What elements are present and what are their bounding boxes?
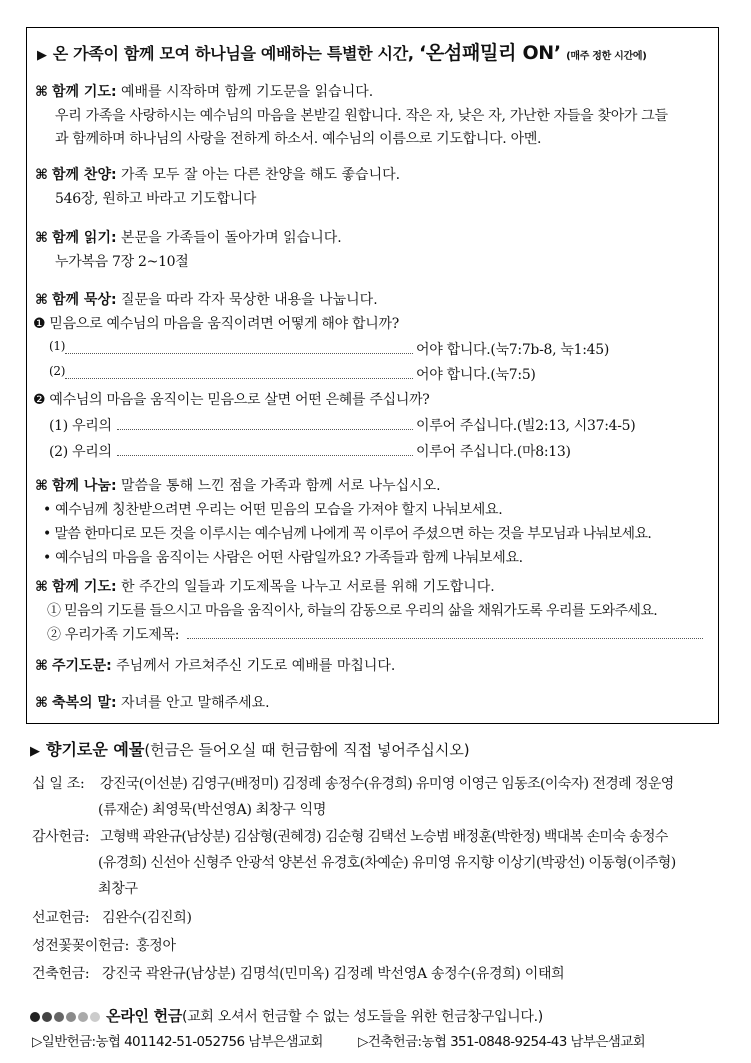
reading-title: 함께 읽기: (52, 230, 117, 246)
arrow-right-icon: ▶ (37, 48, 47, 63)
prayer-request-blank[interactable] (187, 638, 703, 639)
blessing-desc: 자녀를 안고 말해주세요. (121, 695, 270, 711)
q1-answer1-number: (1) (49, 339, 66, 353)
praise-heading (35, 164, 400, 184)
section-icon: ⌘ (35, 167, 48, 183)
section-icon: ⌘ (35, 579, 48, 595)
section-icon: ⌘ (35, 230, 48, 246)
section-icon: ⌘ (35, 292, 48, 308)
q1-answer1-tail: 어야 합니다.(눅7:7b-8, 눅1:45) (416, 342, 610, 358)
prayer1-heading (35, 81, 373, 101)
prayer1-desc: 예배를 시작하며 함께 기도문을 읽습니다. (121, 84, 374, 100)
offering-heading (30, 737, 470, 760)
sharing-desc: 말씀을 통해 느낀 점을 가족과 함께 서로 나누십시오. (121, 478, 441, 494)
prayer2-heading (35, 576, 495, 596)
online-note: (교회 오셔서 헌금할 수 없는 성도들을 위한 헌금창구입니다.) (182, 1009, 543, 1025)
sharing-heading (35, 475, 441, 495)
dots-decoration-icon (30, 1009, 102, 1025)
section-icon: ⌘ (35, 658, 48, 674)
section-icon: ⌘ (35, 84, 48, 100)
online-building-account: ▷건축헌금:농협 351-0848-9254-43 남부은샘교회 (358, 1034, 646, 1050)
q2-answer2-number: (2) 우리의 (49, 444, 112, 460)
dot-icon (30, 1012, 40, 1022)
dot-icon (54, 1012, 64, 1022)
prayer2-title: 함께 기도: (52, 579, 117, 595)
sharing-bullet-3: • 예수님의 마음을 움직이는 사람은 어떤 사람일까요? 가족들과 함께 나눠보세요. (43, 550, 523, 566)
prayer2-item-2: ② 우리가족 기도제목: (47, 627, 180, 643)
meditation-heading (35, 289, 378, 309)
q2-answer2-blank[interactable] (117, 455, 413, 456)
prayer1-title: 함께 기도: (52, 84, 117, 100)
q1-answer1-blank[interactable] (65, 353, 413, 354)
q2-answer1-number: (1) 우리의 (49, 418, 112, 434)
dot-icon (66, 1012, 76, 1022)
worship-title-brand: ‘온섬패밀리 ON’ (418, 42, 561, 64)
building-label: 건축헌금: (32, 966, 90, 982)
q2-answer1-blank[interactable] (117, 429, 413, 430)
number-one-icon: ❶ (33, 316, 46, 332)
blessing-heading (35, 692, 270, 712)
tithe-names-line2: (류재순) 최영묵(박선영A) 최창구 익명 (98, 802, 327, 818)
thanks-names-line1: 고형백 곽완규(남상분) 김삼형(권혜경) 김순형 김택선 노승범 배정훈(박한정) 백대복 손미숙 송정수 (100, 829, 668, 845)
dot-icon (78, 1012, 88, 1022)
q2-answer2-tail: 이루어 주십니다.(마8:13) (416, 444, 571, 460)
praise-title: 함께 찬양: (52, 167, 117, 183)
thanks-label: 감사헌금: (32, 829, 90, 845)
prayer2-desc: 한 주간의 일들과 기도제목을 나누고 서로를 위해 기도합니다. (121, 579, 495, 595)
sharing-bullet-1: • 예수님께 칭찬받으려면 우리는 어떤 믿음의 모습을 가져야 할지 나눠보세요. (43, 502, 503, 518)
worship-title (37, 38, 647, 65)
question-2 (33, 389, 430, 409)
thanks-names-line3: 최창구 (98, 881, 138, 897)
mission-names: 김완수(김진희) (102, 910, 192, 926)
q2-answer1-tail: 이루어 주십니다.(빌2:13, 시37:4-5) (416, 418, 636, 434)
prayer2-item-1: ① 믿음의 기도를 들으시고 마음을 움직이사, 하늘의 감동으로 우리의 삶을 채워가도록 우리를 도와주세요. (47, 603, 658, 619)
online-general-account: ▷일반헌금:농협 401142-51-052756 남부은샘교회 (32, 1034, 323, 1050)
flower-names: 홍정아 (136, 938, 176, 954)
worship-title-note: (매주 정한 시간에) (566, 51, 647, 62)
thanks-names-line2: (유경희) 신선아 신형주 안광석 양본선 유경호(차예순) 유미영 유지향 이상기(박광선) 이동형(이주형) (98, 855, 676, 871)
mission-label: 선교헌금: (32, 910, 90, 926)
family-worship-box (26, 27, 719, 724)
praise-desc: 가족 모두 잘 아는 다른 찬양을 해도 좋습니다. (121, 167, 401, 183)
number-two-icon: ❷ (33, 392, 46, 408)
question-1 (33, 313, 399, 333)
tithe-label: 십 일 조: (32, 776, 85, 792)
online-title: 온라인 헌금 (106, 1007, 183, 1025)
offering-title: 향기로운 예물 (46, 740, 145, 759)
prayer1-line2: 과 함께하며 하나님의 사랑을 전하게 하소서. 예수님의 이름으로 기도합니다. 아멘. (55, 131, 542, 147)
meditation-desc: 질문을 따라 각자 묵상한 내용을 나눕니다. (121, 292, 378, 308)
q1-answer2-tail: 어야 합니다.(눅7:5) (416, 367, 536, 383)
praise-line: 546장, 원하고 바라고 기도합니다 (55, 191, 257, 207)
sharing-title: 함께 나눔: (52, 478, 117, 494)
question-1-text: 믿음으로 예수님의 마음을 움직이려면 어떻게 해야 합니까? (49, 316, 399, 332)
reading-line: 누가복음 7장 2~10절 (55, 254, 189, 270)
blessing-title: 축복의 말: (52, 695, 117, 711)
lords-prayer-heading (35, 655, 395, 675)
reading-heading (35, 227, 342, 247)
lords-prayer-title: 주기도문: (52, 658, 112, 674)
worship-title-main: 온 가족이 함께 모여 하나님을 예배하는 특별한 시간, (52, 44, 414, 63)
building-names: 강진국 곽완규(남상분) 김명석(민미옥) 김정례 박선영A 송정수(유경희) 이태희 (102, 966, 565, 982)
meditation-title: 함께 묵상: (52, 292, 117, 308)
online-heading (30, 1005, 543, 1026)
tithe-names-line1: 강진국(이선분) 김영구(배정미) 김정례 송정수(유경희) 유미영 이영근 임동조(이숙자) 전경례 정운영 (100, 776, 674, 792)
prayer1-line1: 우리 가족을 사랑하시는 예수님의 마음을 본받길 원합니다. 작은 자, 낮은 자, 가난한 자들을 찾아가 그들 (55, 108, 668, 124)
reading-desc: 본문을 가족들이 돌아가며 읽습니다. (121, 230, 342, 246)
section-icon: ⌘ (35, 478, 48, 494)
flower-label: 성전꽃꽂이헌금: (32, 938, 129, 954)
sharing-bullet-2: • 말씀 한마디로 모든 것을 이루시는 예수님께 나에게 꼭 이루어 주셨으면 하는 것을 부모님과 나눠보세요. (43, 526, 652, 542)
section-icon: ⌘ (35, 695, 48, 711)
offering-note: (헌금은 들어오실 때 헌금함에 직접 넣어주십시오) (144, 741, 470, 759)
arrow-right-icon: ▶ (30, 744, 40, 759)
dot-icon (42, 1012, 52, 1022)
lords-prayer-desc: 주님께서 가르쳐주신 기도로 예배를 마칩니다. (116, 658, 396, 674)
dot-icon (90, 1012, 100, 1022)
q1-answer2-blank[interactable] (65, 378, 413, 379)
q1-answer2-number: (2) (49, 364, 66, 378)
question-2-text: 예수님의 마음을 움직이는 믿음으로 살면 어떤 은혜를 주십니까? (49, 392, 430, 408)
